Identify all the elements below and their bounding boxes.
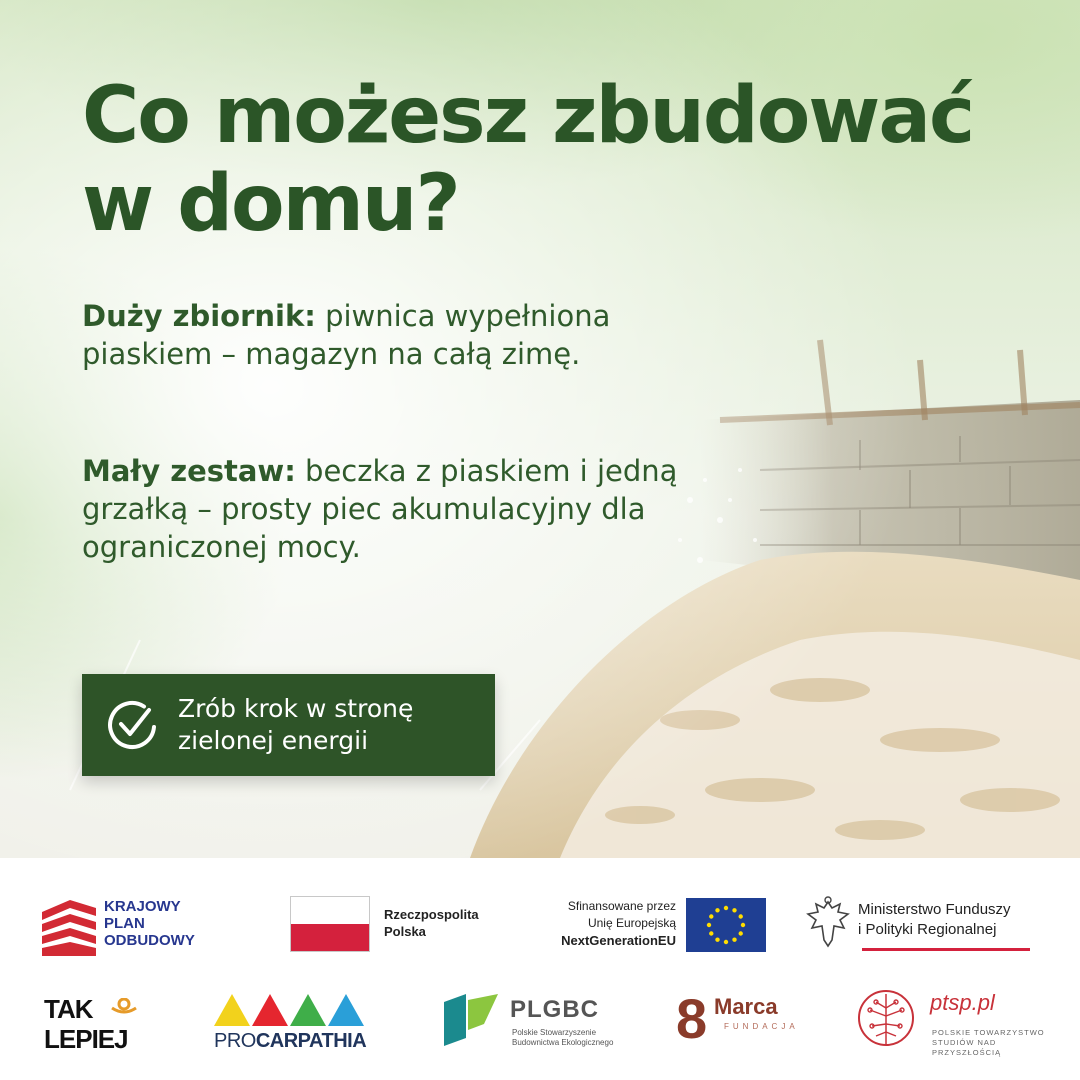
page-title bbox=[82, 72, 1042, 248]
checkmark-circle-icon bbox=[104, 697, 160, 753]
rzeczpospolita-polska-logo bbox=[290, 896, 510, 954]
kpo-line-2: PLAN bbox=[104, 915, 145, 932]
procarpathia-logo bbox=[214, 994, 374, 1054]
kpo-line-3: ODBUDOWY bbox=[104, 932, 195, 949]
eu-star-icon bbox=[732, 908, 736, 912]
eu-flag-icon bbox=[686, 898, 766, 952]
marca-word: Marca bbox=[714, 994, 778, 1019]
krajowy-plan-odbudowy-logo bbox=[42, 898, 242, 958]
small-kit-text: beczka z piaskiem i jedną grzałką – prosty piec akumulacyjny dla ograniczonej mocy. bbox=[82, 454, 678, 564]
eu-funding-logo bbox=[530, 898, 770, 954]
procarpathia-pro: PRO bbox=[214, 1030, 256, 1052]
eu-star-icon bbox=[741, 923, 745, 927]
ptsp-sub-2: STUDIÓW NAD PRZYSZŁOŚCIĄ bbox=[932, 1038, 1002, 1057]
eu-star-icon bbox=[739, 914, 743, 918]
fundacja-8-marca-logo bbox=[676, 987, 806, 1052]
lepiej-word: LEPIEJ bbox=[44, 1024, 128, 1054]
cta-line-2: zielonej energii bbox=[178, 726, 369, 755]
cta-line-1: Zrób krok w stronę bbox=[178, 694, 414, 723]
kpo-line-1: KRAJOWY bbox=[104, 898, 181, 915]
polish-flag-icon bbox=[290, 896, 370, 952]
eu-star-icon bbox=[707, 923, 711, 927]
eu-star-icon bbox=[715, 908, 719, 912]
ministry-line-1: Ministerstwo Funduszy bbox=[858, 901, 1011, 918]
title-line-2: w domu? bbox=[82, 159, 459, 249]
big-tank-text: piwnica wypełniona piaskiem – magazyn na całą zimę. bbox=[82, 299, 611, 371]
eu-star-icon bbox=[709, 931, 713, 935]
ptsp-name: ptsp.pl bbox=[930, 990, 995, 1015]
tak-lepiej-logo bbox=[44, 994, 144, 1058]
plgbc-leaf-icon bbox=[444, 994, 498, 1046]
tak-word: TAK bbox=[44, 994, 93, 1024]
green-energy-cta-button[interactable] bbox=[82, 674, 495, 776]
eu-star-icon bbox=[715, 938, 719, 942]
eu-star-icon bbox=[709, 914, 713, 918]
marca-number: 8 bbox=[676, 987, 708, 1050]
big-tank-label: Duży zbiornik: bbox=[82, 299, 316, 333]
mountain-triangles-icon bbox=[214, 994, 364, 1026]
small-kit-paragraph bbox=[82, 452, 682, 566]
marca-fundacja: FUNDACJA bbox=[724, 1022, 799, 1031]
plgbc-sub-1: Polskie Stowarzyszenie bbox=[512, 1028, 597, 1037]
procarpathia-name: CARPATHIA bbox=[255, 1030, 367, 1052]
kpo-emblem-icon bbox=[42, 900, 96, 956]
ptsp-logo bbox=[854, 988, 1054, 1058]
plgbc-name: PLGBC bbox=[510, 996, 599, 1023]
rp-line-1: Rzeczpospolita bbox=[384, 907, 479, 922]
ministry-red-underline bbox=[862, 948, 1030, 951]
plgbc-logo bbox=[444, 994, 634, 1054]
small-kit-label: Mały zestaw: bbox=[82, 454, 296, 488]
eu-line-2: Unię Europejską bbox=[587, 916, 676, 930]
eu-star-icon bbox=[724, 940, 728, 944]
ministry-line-2: i Polityki Regionalnej bbox=[858, 921, 997, 938]
eu-line-1: Sfinansowane przez bbox=[567, 899, 676, 913]
title-line-1: Co możesz zbudować bbox=[82, 71, 974, 161]
big-tank-paragraph bbox=[82, 297, 682, 373]
eu-line-3: NextGenerationEU bbox=[561, 933, 676, 948]
plgbc-sub-2: Budownictwa Ekologicznego bbox=[512, 1038, 614, 1047]
rp-line-2: Polska bbox=[384, 924, 426, 939]
eu-star-icon bbox=[724, 906, 728, 910]
cta-label bbox=[178, 693, 478, 757]
brain-tree-icon bbox=[854, 988, 918, 1048]
eu-star-icon bbox=[732, 938, 736, 942]
polish-eagle-icon bbox=[806, 896, 850, 950]
partner-logos-bar bbox=[0, 858, 1080, 1080]
ptsp-sub-1: POLSKIE TOWARZYSTWO bbox=[932, 1028, 1045, 1037]
ministry-funds-regional-policy-logo bbox=[806, 896, 1056, 958]
eu-star-icon bbox=[739, 931, 743, 935]
